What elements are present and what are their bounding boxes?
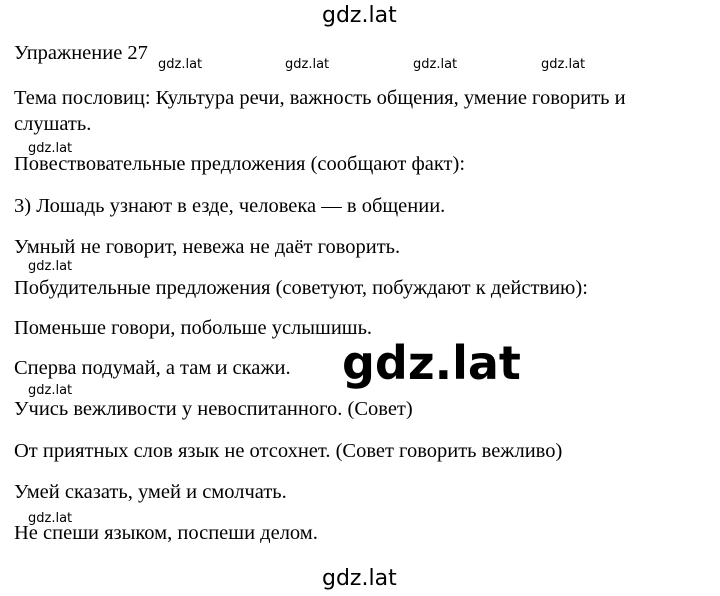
text-line: Побудительные предложения (советуют, побуждают к действию): bbox=[14, 277, 588, 299]
text-line: 3) Лошадь узнают в езде, человека — в общении. bbox=[14, 195, 446, 217]
text-line: Не спеши языком, поспеши делом. bbox=[14, 522, 318, 544]
exercise-title: Упражнение 27 bbox=[14, 42, 148, 64]
text-line: Поменьше говори, побольше услышишь. bbox=[14, 317, 373, 339]
text-line: Сперва подумай, а там и скажи. bbox=[14, 357, 291, 379]
watermark: gdz.lat bbox=[413, 57, 458, 72]
watermark-large: gdz.lat bbox=[342, 336, 521, 390]
watermark: gdz.lat bbox=[541, 57, 586, 72]
watermark: gdz.lat bbox=[158, 57, 203, 72]
watermark: gdz.lat bbox=[28, 511, 73, 526]
text-line: Тема пословиц: Культура речи, важность общения, умение говорить и bbox=[14, 87, 626, 109]
watermark: gdz.lat bbox=[285, 57, 330, 72]
watermark: gdz.lat bbox=[28, 259, 73, 274]
watermark: gdz.lat bbox=[322, 3, 397, 28]
watermark: gdz.lat bbox=[28, 141, 73, 156]
watermark: gdz.lat bbox=[322, 566, 397, 591]
text-line: Умный не говорит, невежа не даёт говорить. bbox=[14, 236, 401, 258]
text-line: От приятных слов язык не отсохнет. (Совет говорить вежливо) bbox=[14, 440, 563, 462]
watermark: gdz.lat bbox=[28, 383, 73, 398]
text-line: Умей сказать, умей и смолчать. bbox=[14, 481, 287, 503]
text-line: слушать. bbox=[14, 113, 92, 135]
text-line: Повествовательные предложения (сообщают факт): bbox=[14, 153, 466, 175]
text-line: Учись вежливости у невоспитанного. (Совет) bbox=[14, 398, 413, 420]
